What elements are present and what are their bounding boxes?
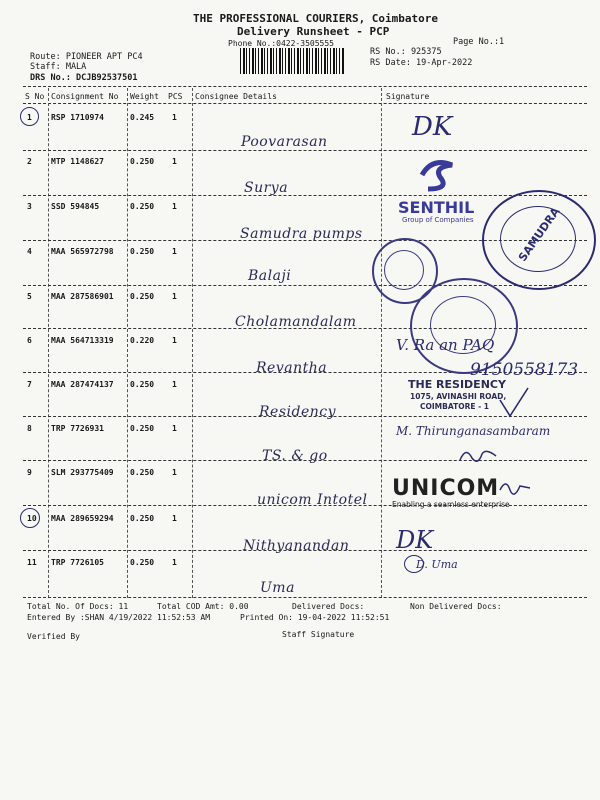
row-consignment: RSP 1710974 (51, 113, 104, 122)
col-signature: Signature (386, 92, 430, 101)
row-consignee: TS. & go (262, 448, 328, 464)
row-pcs: 1 (172, 292, 177, 301)
row-weight: 0.245 (130, 113, 155, 122)
non-delivered-docs: Non Delivered Docs: (410, 602, 502, 611)
divider (381, 88, 382, 598)
row-pcs: 1 (172, 157, 177, 166)
tick-mark-icon (498, 386, 530, 420)
row-weight: 0.250 (130, 468, 155, 477)
row-sno: 7 (27, 380, 32, 389)
row-weight: 0.250 (130, 247, 155, 256)
row-weight: 0.220 (130, 336, 155, 345)
row-pcs: 1 (172, 514, 177, 523)
row-consignee: Uma (260, 580, 295, 596)
samudra-text: SAMUDRA (515, 205, 563, 264)
row-sno: 1 (27, 113, 32, 122)
entered-by: Entered By :SHAN 4/19/2022 11:52:53 AM (27, 613, 211, 622)
col-consignee: Consignee Details (195, 92, 277, 101)
table-bottom-rule (23, 597, 587, 598)
row-weight: 0.250 (130, 424, 155, 433)
row-consignee: Cholamandalam (235, 314, 357, 330)
row-weight: 0.250 (130, 558, 155, 567)
table-top-rule (23, 86, 587, 87)
document-title: Delivery Runsheet - PCP (237, 25, 390, 38)
row-pcs: 1 (172, 468, 177, 477)
handwritten-phone: 9150558173 (470, 360, 579, 380)
unicom-text: UNICOM (392, 476, 500, 501)
row-consignee: Nithyanandan (243, 538, 350, 554)
row-pcs: 1 (172, 336, 177, 345)
circle-mark (20, 107, 39, 126)
row-consignee: Balaji (248, 268, 292, 284)
signature-scribble-icon (456, 444, 500, 468)
total-cod: Total COD Amt: 0.00 (157, 602, 249, 611)
row-consignment: TRP 7726105 (51, 558, 104, 567)
company-name: THE PROFESSIONAL COURIERS, Coimbatore (193, 12, 439, 25)
row-consignee: Residency (259, 404, 337, 420)
row-consignment: MAA 287474137 (51, 380, 114, 389)
row-sno: 6 (27, 336, 32, 345)
signature-scribble-icon (498, 476, 532, 500)
staff-signature-label: Staff Signature (282, 630, 355, 639)
row-pcs: 1 (172, 424, 177, 433)
drs-number: DRS No.: DCJB92537501 (30, 73, 138, 83)
table-header-rule (23, 103, 587, 104)
row-weight: 0.250 (130, 157, 155, 166)
row-consignment: TRP 7726931 (51, 424, 104, 433)
circle-mark (404, 555, 424, 573)
row-consignment: MTP 1148627 (51, 157, 104, 166)
printed-on: Printed On: 19-04-2022 11:52:51 (240, 613, 390, 622)
col-sno: S No (25, 92, 45, 101)
row-pcs: 1 (172, 380, 177, 389)
row-weight: 0.250 (130, 292, 155, 301)
row-sno: 5 (27, 292, 32, 301)
rs-number: RS No.: 925375 (370, 47, 442, 57)
col-weight: Weight (130, 92, 159, 101)
row-sno: 2 (27, 157, 32, 166)
unicom-subtext: Enabling a seamless enterprise (392, 500, 510, 509)
signature-v: V. Ra an PAQ (396, 336, 495, 354)
phone-number: Phone No.:0422-3505555 (228, 39, 334, 48)
divider (127, 88, 128, 598)
divider (48, 88, 49, 598)
col-pcs: PCS (168, 92, 183, 101)
route: Route: PIONEER APT PC4 (30, 52, 143, 62)
residency-title: THE RESIDENCY (408, 378, 506, 391)
row-rule (23, 285, 587, 286)
row-consignee: Revantha (256, 360, 328, 376)
signature-thiru: M. Thirunganasambaram (396, 424, 551, 438)
verified-by: Verified By (27, 632, 80, 641)
signature-1: DK (412, 112, 453, 142)
residency-address: 1075, AVINASHI ROAD, (410, 392, 507, 401)
row-consignee: Samudra pumps (240, 226, 363, 242)
residency-city: COIMBATORE - 1 (420, 402, 490, 411)
row-consignment: MAA 289659294 (51, 514, 114, 523)
signature-11: D. Uma (416, 558, 458, 571)
row-consignment: SSD 594845 (51, 202, 100, 211)
row-weight: 0.250 (130, 380, 155, 389)
row-consignment: MAA 564713319 (51, 336, 114, 345)
row-consignee: unicom Intotel (257, 492, 368, 508)
row-consignment: MAA 565972798 (51, 247, 114, 256)
senthil-text: SENTHIL (398, 198, 475, 217)
row-pcs: 1 (172, 247, 177, 256)
divider (192, 88, 193, 598)
row-consignment: SLM 293775409 (51, 468, 114, 477)
round-stamp-inner (384, 250, 424, 290)
circle-mark (20, 508, 40, 528)
row-sno: 9 (27, 468, 32, 477)
total-docs: Total No. Of Docs: 11 (27, 602, 129, 611)
barcode (240, 48, 345, 74)
row-weight: 0.250 (130, 514, 155, 523)
row-weight: 0.250 (130, 202, 155, 211)
row-rule (23, 550, 587, 551)
delivered-docs: Delivered Docs: (292, 602, 365, 611)
row-sno: 4 (27, 247, 32, 256)
row-pcs: 1 (172, 113, 177, 122)
row-consignee: Surya (244, 180, 289, 196)
row-consignee: Poovarasan (241, 134, 328, 150)
senthil-subtext: Group of Companies (402, 216, 474, 224)
row-rule (23, 195, 587, 196)
col-consignment: Consignment No (51, 92, 119, 101)
row-sno: 3 (27, 202, 32, 211)
staff: Staff: MALA (30, 62, 87, 72)
row-rule (23, 460, 587, 461)
signature-10: DK (396, 526, 434, 554)
senthil-logo-icon (414, 155, 460, 195)
row-pcs: 1 (172, 202, 177, 211)
row-sno: 10 (27, 514, 37, 523)
row-rule (23, 150, 587, 151)
row-pcs: 1 (172, 558, 177, 567)
page-number: Page No.:1 (453, 37, 505, 47)
rs-date: RS Date: 19-Apr-2022 (370, 58, 473, 68)
row-sno: 8 (27, 424, 32, 433)
row-sno: 11 (27, 558, 37, 567)
row-consignment: MAA 287586901 (51, 292, 114, 301)
